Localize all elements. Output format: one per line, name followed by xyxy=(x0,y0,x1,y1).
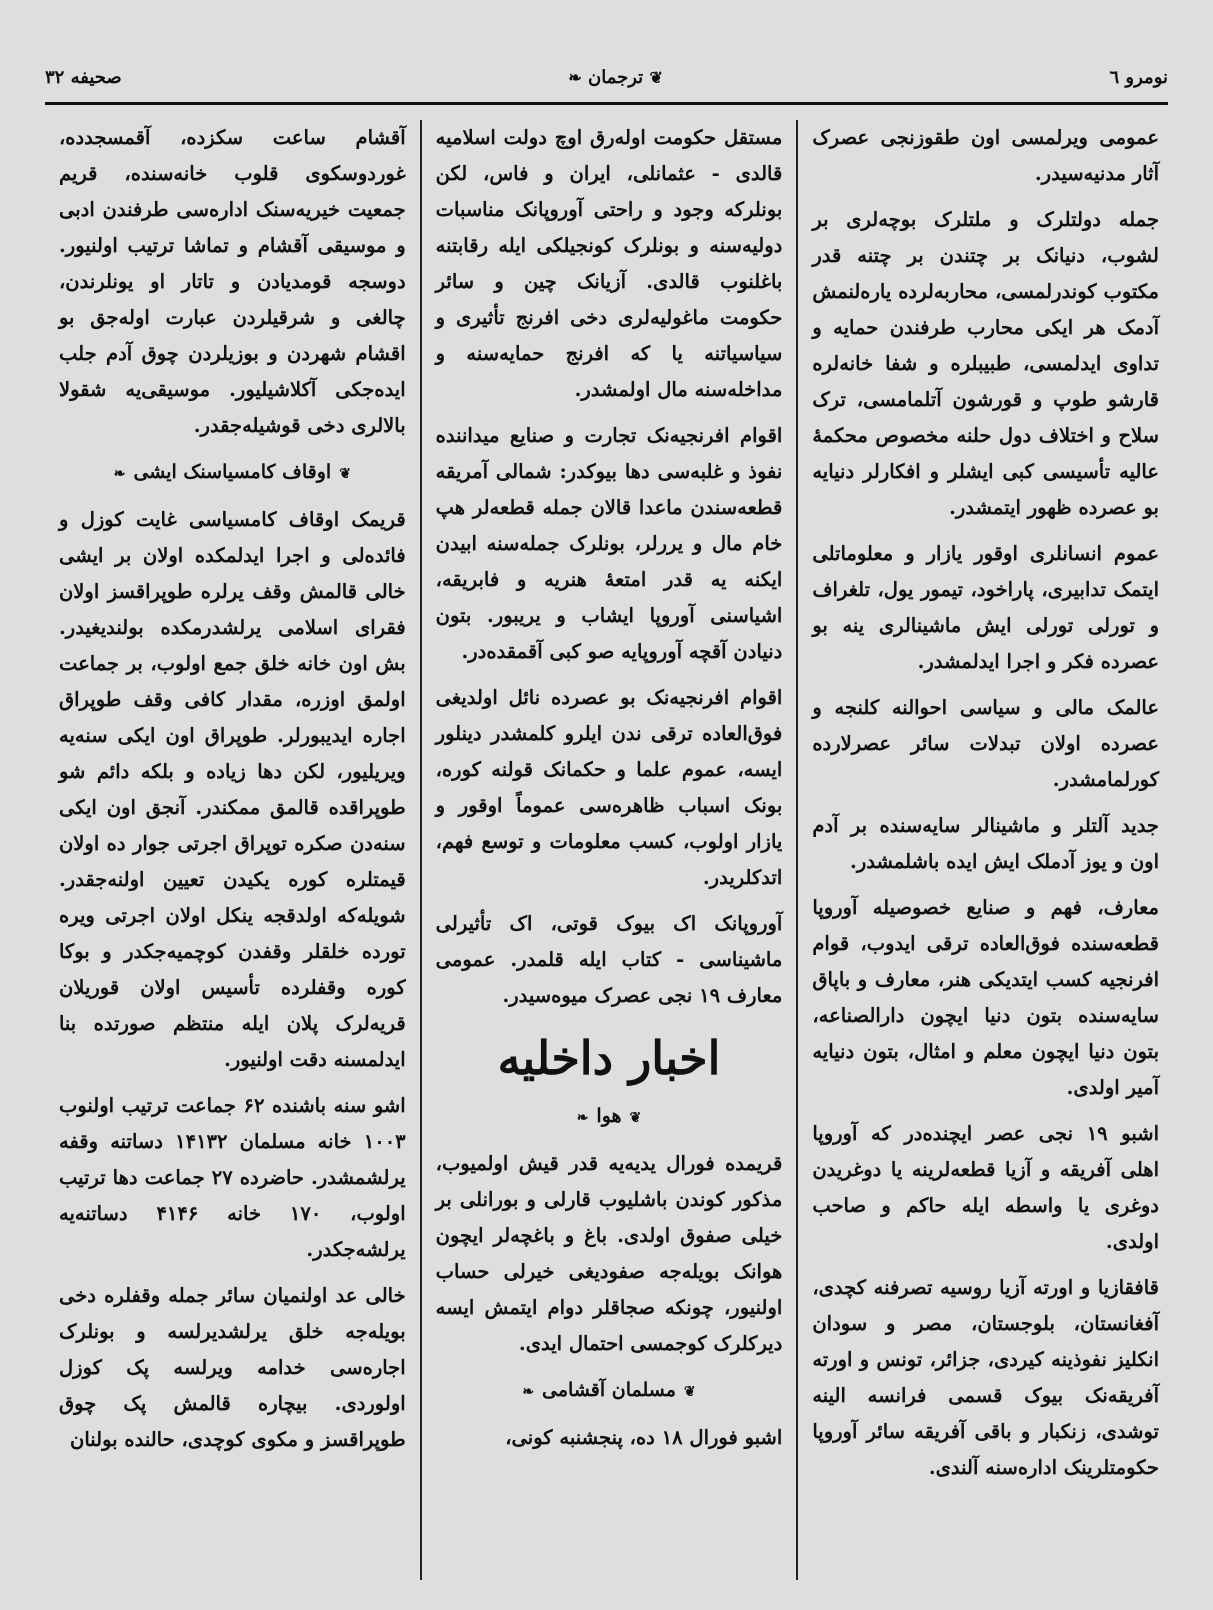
newspaper-title: ❧ ترجمان ❦ xyxy=(568,66,663,88)
waqf-heading: ❦اوقاف کامسیاسنک ایشی❧ xyxy=(113,461,351,483)
paragraph: اشو سنه باشنده ۶۲ جماعت ترتیب اولنوب ۱۰۰۳ خانه مسلمان ۱۴۱۳۲ دساتنه وقفه یرلشمشدر. حاضرده ۲۷ جماعت دها ترتیب اولوب، ۱۷۰ خانه ۴۱۴۶ دساتنه‌یه یرلشه‌جکدر. xyxy=(58,1094,406,1261)
column-middle xyxy=(422,120,799,1580)
page-number-label: صحیفه ۳۲ xyxy=(45,66,122,88)
paragraph: آوروپانک اک بیوک قوتی، اک تأثیرلی ماشیناسی - کتاب ایله قلمدر. عمومی معارف ۱۹ نجی عصرک میوه‌سیدر. xyxy=(435,912,783,1007)
ornament-icon: ❦ xyxy=(629,1110,642,1126)
ornament-left-icon: ❧ xyxy=(568,67,582,87)
paragraph: اقوام افرنجیه‌نک بو عصرده نائل اولدیغی فوق‌العاده ترقی ندن ایلرو کلمشدر دینلور ایسه، عموم علما و حکمانک قولنه کوره، بونک اسباب ظاهره‌سی عموماً اوقور و یازار اولوب، کسب معلومات و توسع فهم، اتدکلریدر. xyxy=(435,686,783,889)
paragraph: عمومی ویرلمسی اون طقوزنجی عصرک آثار مدنیه‌سیدر. xyxy=(812,126,1159,185)
paragraph: اشبو فورال ۱۸ ده، پنجشنبه کونی، xyxy=(505,1426,783,1449)
paragraph: اشبو ۱۹ نجی عصر ایچنده‌در که آوروپا اهلی آفریقه و آزیا قطعه‌لرینه یا دوغریدن دوغری یا واسطه ایله حاکم و صاحب اولدی. xyxy=(812,1122,1159,1253)
paragraph: قریمده فورال یدیه‌یه قدر قیش اولمیوب، مذکور کوندن باشلیوب قارلی و بورانلی بر خیلی صفوق اولدی. باغ و باغچه‌لر ایچون هوانک بویله‌جه صفودیغی خیرلی حساب اولنیور، چونکه صجاقلر دوام ایتمش ایسه دیرکلرک کوجمسی احتمال ایدی. xyxy=(435,1152,783,1355)
section-title: اخبار داخلیه xyxy=(497,1031,721,1085)
paragraph: عالمک مالی و سیاسی احوالنه کلنجه و عصرده اولان تبدلات سائر عصرلارده کورلمامشدر. xyxy=(812,696,1159,791)
column-left xyxy=(45,120,422,1580)
paragraph: جمله دولتلرک و ملتلرک بوچه‌لری بر لشوب، دنیانک بر چتندن بر چتنه قدر مکتوب کوندرلمسی، محاربه‌لرده یارەلنمش آدمک هر ایکی محارب طرفندن حمایه و تداوی ایدلمسی، طبیبلره و شفا خانه‌لره قارشو طوپ و قورشون آتلمامسی، ترک سلاح و اختلاف دول حلنه مخصوص محکمهٔ عالیه تأسیسی کبی ایشلر و افکارلر دنیایه بو عصرده ظهور ایتمشدر. xyxy=(812,208,1159,519)
issue-number-label: نومرو ٦ xyxy=(1109,66,1168,88)
paragraph: خالی عد اولنمیان سائر جمله وقفلره دخی بویله‌جه خلق یرلشدیرلسه و بونلرک اجاره‌سی خدامه ویرلسه پک کوزل اولوردی. بیچاره قالمش پک چوق طوپراقسز و مکوی کوچدی، حالنده بولنان xyxy=(58,1284,406,1451)
paragraph: جدید آلتلر و ماشینالر سایه‌سنده بر آدم اون و یوز آدملک ایش ایده باشلمشدر. xyxy=(812,814,1159,873)
ornament-icon: ❧ xyxy=(576,1110,589,1126)
ornament-icon: ❦ xyxy=(683,1384,696,1400)
paragraph: اقوام افرنجیه‌نک تجارت و صنایع میداننده نفوذ و غلبه‌سی دها بیوکدر: شمالی آمریقه قطعه‌سندن ماعدا قالان جمله قطعه‌لر هپ خام مال و یررلر، بونلرک جمله‌سنه ابیدن ایکنه یه قدر امتعهٔ هنریه و فابریقه، اشیاسنی آوروپا ایشاب و یریبور. بتون دنیادن آقچه آوروپایه صو کبی آقمقده‌در. xyxy=(435,424,783,663)
article-columns xyxy=(45,120,1173,1580)
ornament-right-icon: ❦ xyxy=(649,67,663,87)
paragraph: مستقل حکومت اولەرق اوچ دولت اسلامیه قالدی - عثمانلی، ایران و فاس، لکن بونلرکه وجود و راحتی آوروپانک مناسبات دولیه‌سنه و بونلرک کونجیلکی ایله رقابتنه باغلنوب قالدی. آزیانک چین و سائر حکومت ماغولیه‌لری دخی افرنج تأثیری و سیاسیاتنه یا که افرنج حمایه‌سنه و مداخله‌سنه مال اولمشدر. xyxy=(435,126,783,401)
ornament-icon: ❦ xyxy=(339,466,351,482)
paragraph: قافقازیا و اورته آزیا روسیه تصرفنه کچدی، آفغانستان، بلوجستان، مصر و سودان انکلیز نفوذینه کیردی، جزائر، تونس و اورته آفریقه‌نک بیوک قسمی فرانسه الینه توشدی، زنکبار و باقی آفریقه سائر آوروپا حکومتلرینک اداره‌سنه آلندی. xyxy=(812,1276,1159,1479)
header-divider xyxy=(45,102,1168,105)
paragraph: معارف، فهم و صنایع خصوصیله آوروپا قطعه‌سنده فوق‌العاده ترقی ایدوب، قوام افرنجیه کسب ایتدیکی هنر، معارف و باپاق سایه‌سنده بتون دنیا ایچون دارالصناعه، بتون دنیا ایچون معلم و امثال، بتون دنیایه آمیر اولدی. xyxy=(812,896,1159,1099)
paragraph: عموم انسانلری اوقور یازار و معلوماتلی ایتمک تدابیری، پاراخود، تیمور یول، تلغراف و تورلی تورلی ایش ماشینالری ینه بو عصرده فکر و اجرا ایدلمشدر. xyxy=(812,542,1159,673)
ornament-icon: ❧ xyxy=(522,1384,535,1400)
evening-heading: ❦مسلمان آقشامی❧ xyxy=(522,1379,696,1401)
ornament-icon: ❧ xyxy=(113,466,126,482)
page-header xyxy=(45,58,1168,96)
weather-heading: ❦هوا❧ xyxy=(576,1105,642,1127)
paragraph: آقشام ساعت سکزده، آقمسجدده، غوردوسکوی قلوب خانه‌سنده، قریم جمعیت خیریه‌سنک اداره‌سی طرفندن ادبی و موسیقی آقشام و تماشا ترتیب اولنیور. دوسجه قومدیادن و تاتار او یونلرندن، چالغی و شرقیلردن عبارت اولەجق بو اقشام شهردن و بوزیلردن چوق آدم جلب ایدەجکی آکلاشیلیور. موسیقی‌یه شقولا بالالری دخی قوشیله‌جقدر. xyxy=(58,126,406,437)
paragraph: قریمک اوقاف کامسیاسی غایت کوزل و فائده‌لی و اجرا ایدلمکده اولان بر ایشی خالی قالمش وقف یرلره طوپراقسز اولان فقرای اسلامی یرلشدرمکده بولندیغیدر. بش اون خانه خلق جمع اولوب، بر جماعت اولمق اوزره، مقدار کافی وقف طوپراق اجاره ایدیبورلر. طوپراق اون ایکی سنه‌یه ویریلیور، لکن دها زیاده و بلکه دائم شو طوپراقده قالمق ممکندر. آنجق اون ایکی سنه‌دن صکره توپراق اجرتی جوار ده اولان قیمتلره کوره یکیدن تعیین اولنه‌جقدر. شویله‌که اولدقجه ینکل اولان اجرتی ویره تورده خلقلر وقفدن کوچمیه‌جکدر و بوکا کوره وقفلرده تأسیس اولان قوریلان قریه‌لرک پلان ایله منتظم صورتده بنا ایدلمسنه دقت اولنیور. xyxy=(58,508,406,1071)
column-right xyxy=(798,120,1173,1580)
